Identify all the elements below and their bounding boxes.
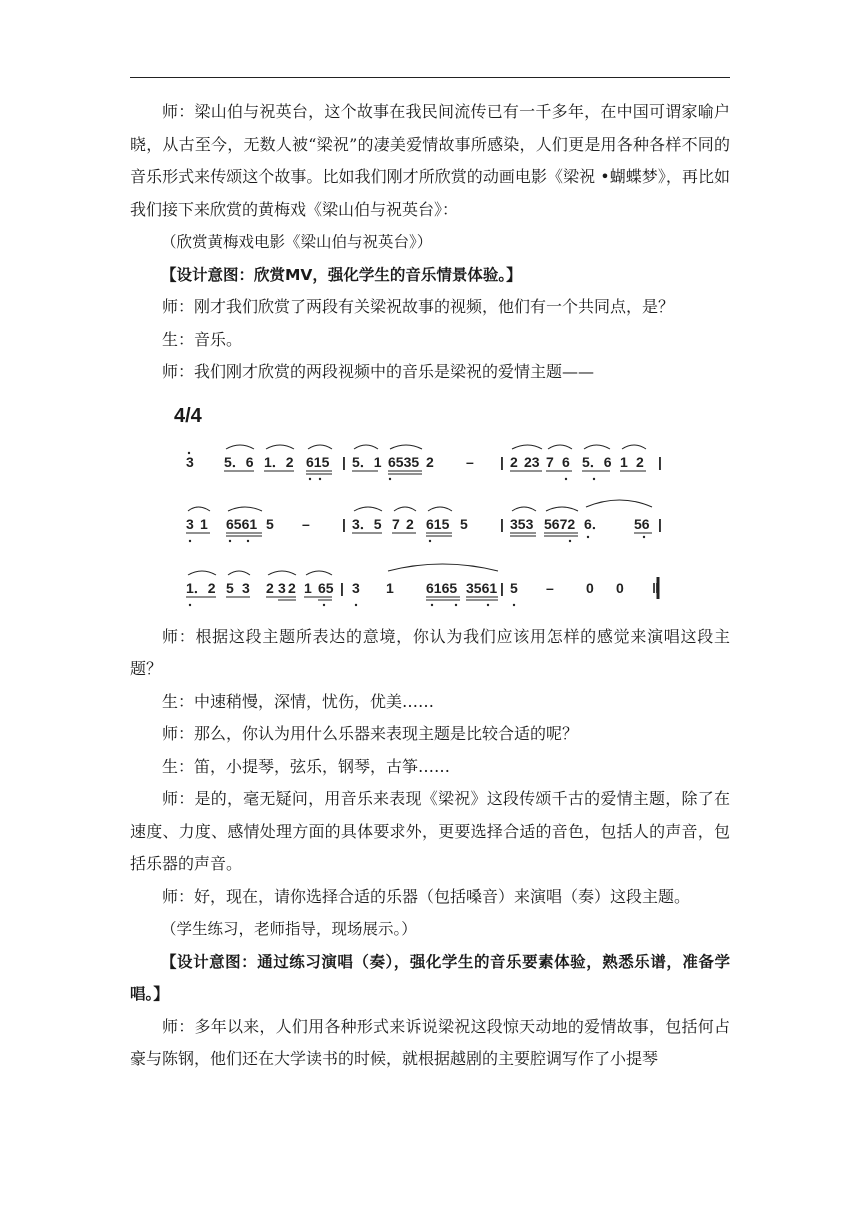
document-body xyxy=(130,96,730,1076)
score-dot xyxy=(587,535,589,537)
score-note: – xyxy=(302,515,310,532)
paragraph-student-mood: 生：中速稍慢，深情，忧伤，优美…… xyxy=(162,691,435,711)
score-note: 5 xyxy=(510,579,518,596)
paragraph-teacher-mood: 师：根据这段主题所表达的意境，你认为我们应该用怎样的感觉来演唱这段主题？ xyxy=(130,626,730,678)
score-note: 6561 xyxy=(226,515,258,532)
score-note: 5 xyxy=(460,515,468,532)
score-note: 3 xyxy=(186,515,194,532)
score-dot xyxy=(229,539,231,541)
score-slur xyxy=(512,445,542,449)
score-slur xyxy=(306,571,332,575)
score-note: | xyxy=(340,579,344,596)
paragraph-teacher-instrument: 师：那么，你认为用什么乐器来表现主题是比较合适的呢？ xyxy=(162,724,579,743)
paragraph-answer: 生：音乐。 xyxy=(162,329,243,349)
score-slur xyxy=(188,571,216,575)
score-note: 0 xyxy=(586,579,594,596)
score-note: 1 xyxy=(304,579,312,596)
score-slur xyxy=(546,507,578,511)
score-slur xyxy=(586,500,652,507)
score-dot xyxy=(643,535,645,537)
score-slur xyxy=(584,445,610,449)
score-note: 3．5 xyxy=(352,515,382,532)
score-note: ‖ xyxy=(652,579,659,596)
score-dot xyxy=(323,603,325,605)
score-slur xyxy=(226,445,254,449)
score-slur xyxy=(512,507,536,511)
score-note: 6 xyxy=(562,453,570,470)
score-note: 56 xyxy=(634,515,650,532)
score-dot xyxy=(569,539,571,541)
score-note: 5．6 xyxy=(582,453,612,470)
score-dot xyxy=(189,539,191,541)
score-note: 23 xyxy=(524,453,540,470)
score-note: 3 xyxy=(242,579,250,596)
score-slur xyxy=(622,445,646,449)
score-slur xyxy=(308,445,332,449)
score-note: 2 xyxy=(406,515,414,532)
paragraph-practice-note: （学生练习，老师指导，现场展示。） xyxy=(161,920,417,938)
score-note: | xyxy=(500,515,504,532)
score-dot xyxy=(355,603,357,605)
score-note: 2 xyxy=(510,453,518,470)
score-slur xyxy=(266,445,294,449)
score-dot xyxy=(188,451,190,453)
time-signature: 4/4 xyxy=(174,404,202,427)
design-intent-2: 【设计意图：通过练习演唱（奏），强化学生的音乐要素体验，熟悉乐谱，准备学唱。】 xyxy=(130,952,730,1003)
score-note: 1．2 xyxy=(264,453,294,470)
score-note: 3 xyxy=(278,579,286,596)
score-dot xyxy=(309,477,311,479)
score-note: 3 xyxy=(186,453,194,470)
score-note: 615 xyxy=(426,515,450,532)
score-note: 5672 xyxy=(544,515,576,532)
score-note: 2 xyxy=(426,453,434,470)
score-dot xyxy=(431,603,433,605)
score-note: – xyxy=(546,579,554,596)
paragraph-theme-intro: 师：我们刚才欣赏的两段视频中的音乐是梁祝的爱情主题—— xyxy=(162,362,595,381)
score-note: 6165 xyxy=(426,579,458,596)
score-row-1 xyxy=(186,445,662,480)
score-note: | xyxy=(658,453,662,470)
score-row-3 xyxy=(186,564,659,606)
score-dot xyxy=(319,477,321,479)
score-slur xyxy=(388,564,498,571)
score-note: 6535 xyxy=(388,453,420,470)
score-slur xyxy=(228,507,262,511)
score-note: 6． xyxy=(584,515,606,532)
score-dot xyxy=(593,477,595,479)
paragraph-teacher-practice: 师：好，现在，请你选择合适的乐器（包括嗓音）来演唱（奏）这段主题。 xyxy=(162,886,691,906)
design-intent-1: 【设计意图：欣赏MV，强化学生的音乐情景体验。】 xyxy=(161,265,522,284)
score-dot xyxy=(429,539,431,541)
paragraph-stage-note: （欣赏黄梅戏电影《梁山伯与祝英台》） xyxy=(161,233,433,251)
score-dot xyxy=(513,603,515,605)
score-note: 3561 xyxy=(466,579,498,596)
score-note: 0 xyxy=(616,579,624,596)
score-note: 2 xyxy=(266,579,274,596)
score-note: | xyxy=(658,515,662,532)
score-slur xyxy=(354,445,378,449)
paragraph-intro: 师：梁山伯与祝英台，这个故事在我民间流传已有一千多年，在中国可谓家喻户晓，从古至今，无数人被“梁祝”的凄美爱情故事所感染，人们更是用各种各样不同的音乐形式来传颂这个故事。比如我们刚才所欣赏的动画电影《梁祝 •蝴蝶梦》，再比如我们接下来欣赏的黄梅戏《梁山伯与祝英台》： xyxy=(130,102,730,219)
score-note: 3 xyxy=(352,579,360,596)
score-slur xyxy=(548,445,572,449)
score-note: 5．1 xyxy=(352,453,382,470)
jianpu-score xyxy=(130,435,730,621)
header-rule xyxy=(130,77,730,78)
score-slur xyxy=(390,445,422,449)
score-dot xyxy=(455,603,457,605)
score-slur xyxy=(268,571,296,575)
score-dot xyxy=(247,539,249,541)
score-note: 2 xyxy=(636,453,644,470)
score-note: 615 xyxy=(306,453,330,470)
score-note: | xyxy=(342,453,346,470)
paragraph-teacher-timbre: 师：是的，毫无疑问，用音乐来表现《梁祝》这段传颂千古的爱情主题，除了在速度、力度、感情处理方面的具体要求外，更要选择合适的音色，包括人的声音，包括乐器的声音。 xyxy=(130,789,730,873)
score-note: | xyxy=(500,579,504,596)
paragraph-question: 师：刚才我们欣赏了两段有关梁祝故事的视频，他们有一个共同点，是？ xyxy=(162,297,675,316)
score-note: 5 xyxy=(226,579,234,596)
score-note: 1 xyxy=(620,453,628,470)
score-note: 1 xyxy=(200,515,208,532)
score-slur xyxy=(428,507,452,511)
score-note: | xyxy=(500,453,504,470)
score-note: 5．6 xyxy=(224,453,254,470)
score-note: 1．2 xyxy=(186,579,216,596)
score-slur xyxy=(188,507,210,511)
score-svg xyxy=(170,435,710,621)
paragraph-history: 师：多年以来，人们用各种形式来诉说梁祝这段惊天动地的爱情故事，包括何占豪与陈钢，他们还在大学读书的时候，就根据越剧的主要腔调写作了小提琴 xyxy=(130,1016,730,1068)
score-dot xyxy=(189,603,191,605)
score-slur xyxy=(354,507,382,511)
score-note: | xyxy=(342,515,346,532)
score-note: – xyxy=(466,453,474,470)
paragraph-student-instrument: 生：笛，小提琴，弦乐，钢琴，古筝…… xyxy=(162,756,451,776)
score-slur xyxy=(228,571,250,575)
score-note: 7 xyxy=(546,453,554,470)
score-note: 353 xyxy=(510,515,534,532)
score-row-2 xyxy=(186,500,662,542)
score-note: 1 xyxy=(386,579,394,596)
score-dot xyxy=(389,477,391,479)
score-note: 5 xyxy=(266,515,274,532)
score-note: 7 xyxy=(392,515,400,532)
score-slur xyxy=(394,507,416,511)
score-note: 2 xyxy=(288,579,296,596)
score-note: 65 xyxy=(318,579,334,596)
score-dot xyxy=(565,477,567,479)
score-dot xyxy=(487,603,489,605)
